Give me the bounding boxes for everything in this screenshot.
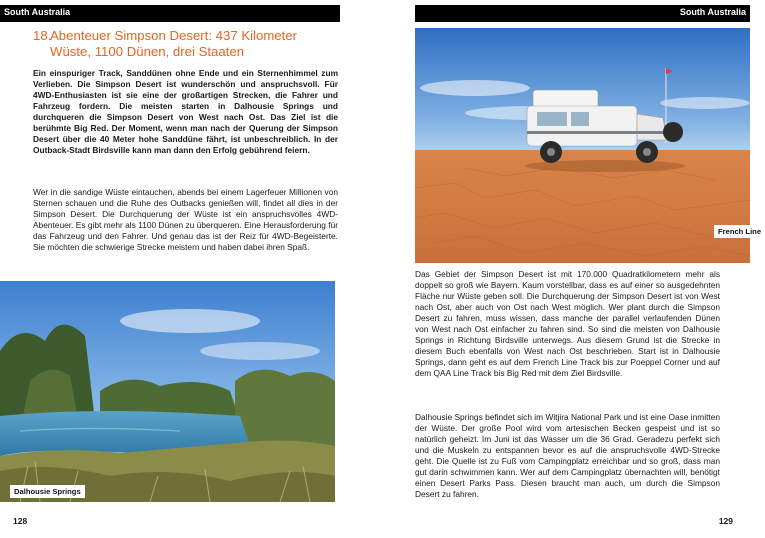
page-number-right: 129	[718, 516, 733, 526]
photo-caption-dalhousie: Dalhousie Springs	[10, 485, 85, 498]
running-header-left	[0, 5, 340, 22]
left-page	[0, 0, 375, 538]
right-page	[375, 0, 762, 538]
chapter-title-line1: Abenteuer Simpson Desert: 437 Kilometer	[50, 28, 298, 43]
running-header-text: South Australia	[679, 7, 746, 17]
running-header-text: South Australia	[4, 7, 71, 17]
page-number-left: 128	[13, 516, 28, 526]
body-paragraph-2: Das Gebiet der Simpson Desert ist mit 170.000 Quadratkilometern mehr als doppelt so groß wie Bayern. Kaum vorstellbar, dass es auf einer so ausgedehnten Fläche nur Wüste geben soll. Die Durchquerung der Simpson Desert ist von West nach Ost, aber auch von Ost nach West möglich. Wer plant durch die Simpson Desert zu fahren, muss wissen, dass manche der parallel verlaufenden Dünen von West nach Ost einfacher zu fahren sind. So sind die meisten von Dalhousie Springs in Richtung Birdsville unterwegs. Aus diesem Grund ist die Strecke in diesem Buch ebenfalls von West nach Ost beschrieben. Start ist in Dalhousie Springs, dann geht es auf dem French Line Track bis zur Poeppel Corner und auf dem QAA Line Track bis Big Red mit dem Ziel Birdsville.	[415, 269, 720, 378]
dalhousie-springs-photo	[0, 281, 335, 502]
chapter-title-line2: Wüste, 1100 Dünen, drei Staaten	[50, 43, 245, 59]
chapter-title	[33, 28, 343, 59]
chapter-number: 18.	[33, 28, 52, 43]
dalhousie-springs-image	[0, 281, 335, 502]
lead-paragraph: Ein einspuriger Track, Sanddünen ohne Ende und ein Sternenhimmel zum Verlieben. Die Simpson Desert ist wunderschön und anspruchsvoll. Für 4WD-Enthusiasten ist sie eine der großartigen Strecken, die Fahrer und Fahrzeug fordern. Die meisten starten in Dalhousie Springs und durchqueren die Simpson Desert von West nach Ost. Das Ziel ist die berühmte Big Red. Der Moment, wenn man nach der Querung der Simpson Desert über die 40 Meter hohe Sanddüne fährt, ist unbeschreiblich. In der Outback-Stadt Birdsville kann man dann den Erfolg gebührend feiern.	[33, 68, 338, 155]
body-paragraph-1: Wer in die sandige Wüste eintauchen, abends bei einem Lagerfeuer Millionen von Sternen schauen und die Ruhe des Outbacks genießen will, findet all dies in der Simpson Desert. Die Durchquerung der Wüste ist ein anspruchsvolles 4WD-Abenteuer. Es gibt mehr als 1100 Dünen zu überqueren. Eine Herausforderung für das Fahrzeug und den Fahrer. Und genau das ist der Reiz für 4WD-Begeisterte. Sie möchten die schwierige Strecke meistern und haben dabei ihren Spaß.	[33, 187, 338, 252]
french-line-image	[415, 28, 750, 263]
photo-caption-french-line: French Line	[714, 225, 765, 238]
french-line-photo	[415, 28, 750, 263]
body-paragraph-3: Dalhousie Springs befindet sich im Witjira National Park und ist eine Oase inmitten der Wüste. Der große Pool wird vom artesischen Becken gespeist und ist so natürlich geheizt. Im Juni ist das Wasser um die 36 Grad. Geradezu perfekt sich und die Muskeln zu entspannen bevor es auf die anspruchsvolle 4WD-Strecke geht. Die Quelle ist zu Fuß vom Campingplatz erreichbar und so groß, dass man gut darin schwimmen kann. Wer auf dem Campingplatz übernachten will, benötigt einen Desert Parks Pass. Diesen braucht man auch, um durch die Simpson Desert zu fahren.	[415, 412, 720, 499]
running-header-right	[415, 5, 750, 22]
